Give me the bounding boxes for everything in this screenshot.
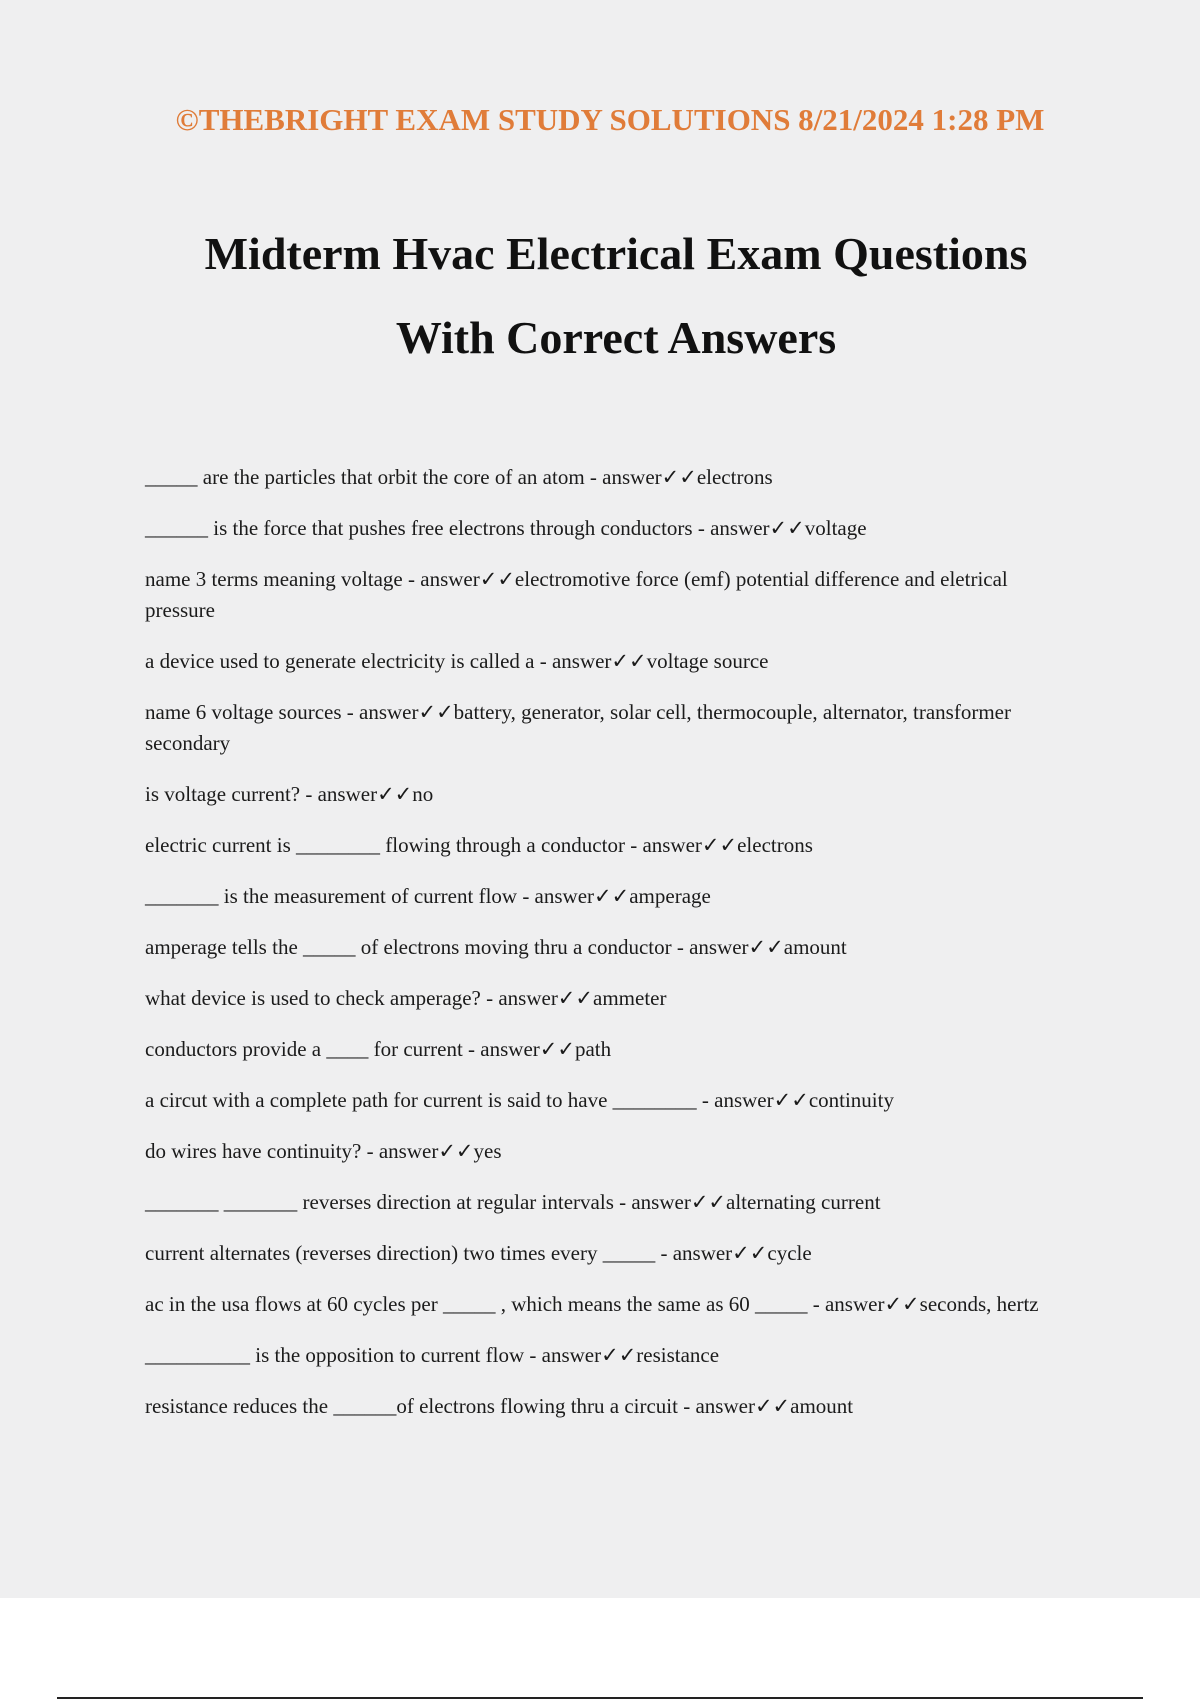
qa-item: name 3 terms meaning voltage - answer✓✓electromotive force (emf) potential difference and eletrical pressure [145,567,1008,622]
qa-item: a device used to generate electricity is called a - answer✓✓voltage source [145,649,769,673]
page-header [0,98,1200,142]
qa-item: a circut with a complete path for current is said to have ________ - answer✓✓continuity [145,1088,894,1112]
title-line-2: With Correct Answers [395,312,837,363]
qa-item: amperage tells the _____ of electrons moving thru a conductor - answer✓✓amount [145,935,847,959]
qa-item: ______ is the force that pushes free electrons through conductors - answer✓✓voltage [145,516,867,540]
header-text: ©THEBRIGHT EXAM STUDY SOLUTIONS 8/21/2024 1:28 PM [175,102,1045,137]
document-title [0,218,1200,386]
qa-item: is voltage current? - answer✓✓no [145,782,434,806]
title-line-1: Midterm Hvac Electrical Exam Questions [204,228,1028,279]
qa-item: electric current is ________ flowing through a conductor - answer✓✓electrons [145,833,813,857]
qa-item: ac in the usa flows at 60 cycles per _____ , which means the same as 60 _____ - answer✓✓seconds, hertz [145,1292,1039,1316]
qa-item: what device is used to check amperage? - answer✓✓ammeter [145,986,667,1010]
qa-item: resistance reduces the ______of electrons flowing thru a circuit - answer✓✓amount [145,1394,854,1418]
qa-item: do wires have continuity? - answer✓✓yes [145,1139,502,1163]
qa-item: name 6 voltage sources - answer✓✓battery, generator, solar cell, thermocouple, alternator, transformer secondary [145,700,1011,755]
qa-item: _____ are the particles that orbit the core of an atom - answer✓✓electrons [145,465,773,489]
qa-item: conductors provide a ____ for current - answer✓✓path [145,1037,612,1061]
question-answer-list [145,462,1065,1442]
bottom-divider [57,1697,1143,1699]
qa-item: _______ _______ reverses direction at regular intervals - answer✓✓alternating current [145,1190,881,1214]
qa-item: _______ is the measurement of current flow - answer✓✓amperage [145,884,711,908]
qa-item: current alternates (reverses direction) two times every _____ - answer✓✓cycle [145,1241,812,1265]
qa-item: __________ is the opposition to current flow - answer✓✓resistance [145,1343,720,1367]
